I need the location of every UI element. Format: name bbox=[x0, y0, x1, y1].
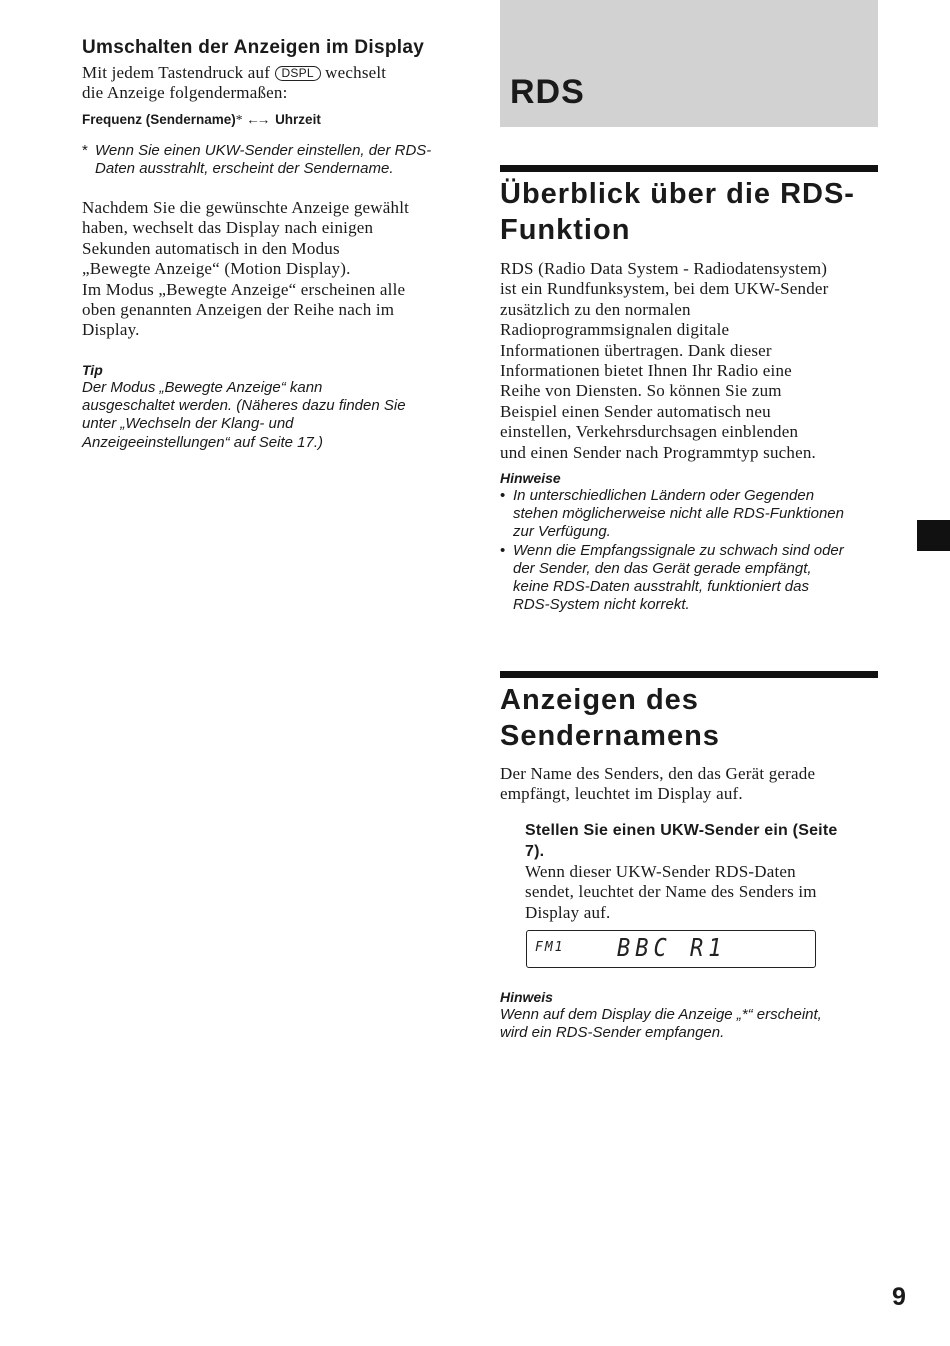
step-line: Wenn dieser UKW-Sender RDS-Daten bbox=[525, 862, 796, 881]
lcd-band-indicator: FM1 bbox=[535, 940, 565, 955]
note-item bbox=[500, 487, 885, 542]
display-sequence bbox=[82, 111, 321, 128]
step-detail bbox=[525, 862, 875, 923]
notes-label: Hinweise bbox=[500, 470, 561, 486]
note-line: • In unterschiedlichen Ländern oder Gegenden bbox=[513, 487, 815, 504]
para-line: Display. bbox=[82, 320, 140, 340]
station-note-line: wird ein RDS-Sender empfangen. bbox=[500, 1024, 725, 1042]
tip-block bbox=[82, 361, 472, 452]
note-line: keine RDS-Daten ausstrahlt, funktioniert das bbox=[513, 578, 809, 596]
footnote bbox=[82, 142, 467, 178]
para-line: Sekunden automatisch in den Modus bbox=[82, 238, 340, 258]
sequence-to: Uhrzeit bbox=[275, 112, 321, 127]
overview-line: Radioprogrammsignalen digitale bbox=[500, 320, 730, 340]
overview-body bbox=[500, 259, 878, 463]
para-line: oben genannten Anzeigen der Reihe nach im bbox=[82, 300, 395, 320]
overview-line: ist ein Rundfunksystem, bei dem UKW-Sender bbox=[500, 279, 829, 299]
footnote-mark: * bbox=[82, 142, 88, 159]
intro-text bbox=[82, 63, 472, 104]
station-title-line-2: Sendernamens bbox=[500, 720, 720, 752]
station-step bbox=[525, 821, 875, 923]
lcd-station-name: BBC R1 bbox=[617, 934, 727, 963]
overview-title-line-1: Überblick über die RDS- bbox=[500, 178, 855, 210]
motion-display-paragraph bbox=[82, 198, 474, 341]
overview-title bbox=[500, 176, 878, 248]
dspl-button-label: DSPL bbox=[275, 66, 321, 81]
sequence-from: Frequenz (Sendername) bbox=[82, 112, 236, 127]
note-line: der Sender, den das Gerät gerade empfängt, bbox=[513, 559, 812, 577]
tip-line: Der Modus „Bewegte Anzeige“ kann bbox=[82, 379, 323, 396]
overview-line: zusätzlich zu den normalen bbox=[500, 299, 691, 319]
station-line: empfängt, leuchtet im Display auf. bbox=[500, 784, 743, 804]
para-line: „Bewegte Anzeige“ (Motion Display). bbox=[82, 259, 351, 279]
note-line: zur Verfügung. bbox=[513, 523, 611, 541]
tip-line: Anzeigeeinstellungen“ auf Seite 17.) bbox=[82, 433, 323, 451]
sequence-star: * bbox=[235, 112, 243, 127]
station-body bbox=[500, 764, 878, 805]
step-line: sendet, leuchtet der Name des Senders im bbox=[525, 882, 817, 902]
para-line: haben, wechselt das Display nach einigen bbox=[82, 218, 374, 238]
rds-chapter-title: RDS bbox=[510, 73, 585, 111]
intro-line-1 bbox=[82, 63, 472, 83]
tip-text bbox=[82, 379, 472, 452]
intro-before: Mit jedem Tastendruck auf bbox=[82, 63, 271, 82]
station-note bbox=[500, 988, 885, 1042]
note-item bbox=[500, 542, 885, 615]
station-title bbox=[500, 682, 878, 754]
station-note-label: Hinweis bbox=[500, 989, 553, 1005]
note-line: stehen möglicherweise nicht alle RDS-Funktionen bbox=[513, 505, 844, 523]
overview-title-line-2: Funktion bbox=[500, 214, 631, 246]
overview-line: Reihe von Diensten. So können Sie zum bbox=[500, 381, 782, 401]
step-line: Display auf. bbox=[525, 902, 611, 922]
note-line: • Wenn die Empfangssignale zu schwach sind oder bbox=[513, 541, 844, 559]
overview-line: Beispiel einen Sender automatisch neu bbox=[500, 401, 771, 421]
step-instruction bbox=[525, 821, 875, 862]
footnote-line-1 bbox=[82, 142, 467, 160]
step-bold-line: Stellen Sie einen UKW-Sender ein (Seite bbox=[525, 822, 838, 839]
tip-label: Tip bbox=[82, 362, 103, 378]
note-line: RDS-System nicht korrekt. bbox=[513, 596, 690, 614]
double-arrow-icon: ←→ bbox=[246, 112, 268, 127]
section-rule-station bbox=[500, 671, 878, 678]
station-note-line: Wenn auf dem Display die Anzeige „*“ erscheint, bbox=[500, 1006, 822, 1023]
footnote-line-2: Daten ausstrahlt, erscheint der Sendername. bbox=[95, 160, 394, 178]
station-title-line-1: Anzeigen des bbox=[500, 684, 699, 716]
tip-line: ausgeschaltet werden. (Näheres dazu finden Sie bbox=[82, 397, 406, 415]
tip-line: unter „Wechseln der Klang- und bbox=[82, 415, 294, 433]
overview-line: RDS (Radio Data System - Radiodatensystem) bbox=[500, 259, 828, 278]
lcd-display-illustration bbox=[526, 930, 816, 968]
overview-notes bbox=[500, 469, 885, 614]
overview-line: einstellen, Verkehrsdurchsagen einblenden bbox=[500, 422, 799, 442]
rds-chapter-banner bbox=[500, 0, 878, 127]
section-rule-overview bbox=[500, 165, 878, 172]
intro-line-2: die Anzeige folgendermaßen: bbox=[82, 83, 288, 103]
overview-line: und einen Sender nach Programmtyp suchen. bbox=[500, 442, 817, 462]
notes-list bbox=[500, 487, 885, 614]
intro-after: wechselt bbox=[325, 63, 387, 82]
overview-line: Informationen bietet Ihnen Ihr Radio eine bbox=[500, 361, 792, 381]
step-bold-line: 7). bbox=[525, 842, 545, 860]
station-line: Der Name des Senders, den das Gerät gerade bbox=[500, 764, 816, 783]
footnote-text-1: Wenn Sie einen UKW-Sender einstellen, der RDS- bbox=[95, 142, 432, 159]
para-line: Nachdem Sie die gewünschte Anzeige gewählt bbox=[82, 198, 410, 217]
thumb-index-tab bbox=[917, 520, 950, 551]
station-note-text bbox=[500, 1006, 885, 1042]
section-heading-display: Umschalten der Anzeigen im Display bbox=[82, 37, 425, 58]
page-number: 9 bbox=[892, 1283, 906, 1311]
overview-line: Informationen übertragen. Dank dieser bbox=[500, 340, 772, 360]
para-line: Im Modus „Bewegte Anzeige“ erscheinen alle bbox=[82, 279, 406, 299]
